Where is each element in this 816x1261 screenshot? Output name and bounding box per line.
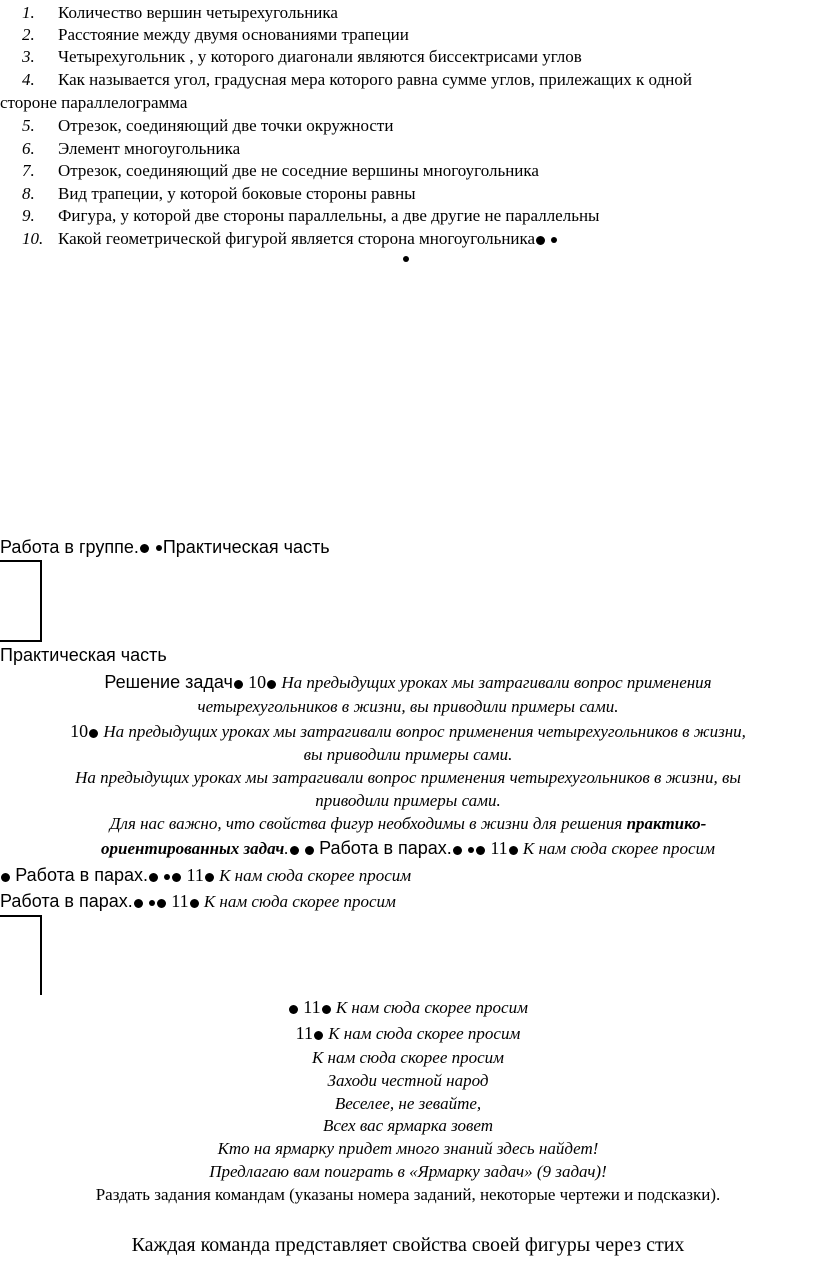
bullet-dot-icon [134,899,143,908]
solve-text: На предыдущих уроках мы затрагивали вопрос применения [281,673,712,692]
poem-line: К нам сюда скорее просим [311,1048,505,1067]
bullet-dot-icon [314,1031,323,1040]
question-text: Отрезок, соединяющий две точки окружности [58,116,394,135]
bullet-dot-icon [190,899,199,908]
bullet-dot-icon [322,1005,331,1014]
poem-line: Веселее, не зевайте, [334,1094,482,1113]
bullet-dot-icon [234,680,243,689]
poem-line: Заходи честной народ [327,1071,489,1090]
question-text: Какой геометрической фигурой является сторона многоугольника [58,229,536,248]
question-text: Вид трапеции, у которой боковые стороны равны [58,184,416,203]
pairs-number: 11 [490,838,508,858]
question-text-continuation: стороне параллелограмма [0,93,188,112]
pairs-label: Работа в парах. [0,891,133,911]
question-text: Элемент многоугольника [58,139,241,158]
poem-line: Всех вас ярмарка зовет [323,1116,493,1135]
pairs-label: Работа в парах. [15,865,148,885]
repeat2-text: На предыдущих уроках мы затрагивали вопрос применения четырехугольников в жизни, вы [75,768,741,787]
solve-number: 10 [248,672,267,692]
frame-bracket [0,915,42,995]
repeat1-text-line2: вы приводили примеры сами. [303,745,513,764]
question-number: 1. [22,3,35,22]
question-text: Количество вершин четырехугольника [58,3,338,22]
pairs-line-2 [0,865,411,886]
bullet-dot-icon [509,846,518,855]
group-work-line [0,537,330,558]
handout-instruction: Раздать задания командам (указаны номера заданий, некоторые чертежи и подсказки). [95,1185,721,1204]
pairs-number: 11 [295,1023,314,1043]
bullet-dot-icon [468,847,474,853]
bullet-dot-icon [157,899,166,908]
bullet-dot-icon [205,873,214,882]
bullet-dot-icon [164,874,170,880]
question-number: 6. [22,139,35,158]
question-text: Как называется угол, градусная мера которого равна сумме углов, прилежащих к одной [58,70,692,89]
practical-part-label: Практическая часть [162,537,330,557]
question-number: 2. [22,25,35,44]
question-number: 5. [22,116,35,135]
pairs-label: Работа в парах. [319,838,452,858]
bullet-dot-icon [156,545,162,551]
bullet-dot-icon [476,846,485,855]
poem-line: Кто на ярмарку придет много знаний здесь найдет! [217,1139,599,1158]
important-end: . [284,839,289,858]
important-bold: практико- [626,814,707,833]
bullet-dot-icon [290,846,299,855]
pairs-number: 11 [186,865,204,885]
question-number: 10. [22,229,44,248]
repeat2-text-line2: приводили примеры сами. [315,791,501,810]
pairs-number: 11 [303,997,321,1017]
pairs-line-5 [0,1023,816,1044]
bullet-dot-icon [149,873,158,882]
bullet-dot-icon [289,1005,298,1014]
bullet-dot-icon [89,729,98,738]
bullet-dot-icon [536,236,545,245]
bullet-dot-icon [305,846,314,855]
bullet-dot-icon [149,900,155,906]
pairs-text: К нам сюда скорее просим [328,1024,521,1043]
pairs-text: К нам сюда скорее просим [219,866,412,885]
question-number: 4. [22,70,35,89]
important-text: Для нас важно, что свойства фигур необходимы в жизни для решения [109,814,627,833]
bullet-dot-icon [1,873,10,882]
important-line2 [0,838,816,859]
pairs-text: К нам сюда скорее просим [203,892,396,911]
question-number: 3. [22,47,35,66]
question-text: Расстояние между двумя основаниями трапеции [58,25,409,44]
repeat1-number: 10 [70,721,89,741]
question-text: Фигура, у которой две стороны параллельны, а две другие не параллельны [58,206,600,225]
bullet-dot-icon [172,873,181,882]
pairs-text: К нам сюда скорее просим [522,839,715,858]
bullet-dot-icon [267,680,276,689]
frame-bracket [0,560,42,642]
pairs-text: К нам сюда скорее просим [335,998,528,1017]
bullet-dot-icon [551,237,557,243]
important-line [0,814,816,834]
footer-heading: Каждая команда представляет свойства своей фигуры через стих [131,1234,685,1256]
pairs-number: 11 [171,891,189,911]
question-number: 7. [22,161,35,180]
question-number: 8. [22,184,35,203]
important-bold2: ориентированных задач [101,839,285,858]
question-number: 9. [22,206,35,225]
repeat1-text: На предыдущих уроках мы затрагивали вопрос применения четырехугольников в жизни, [103,722,746,741]
repeat1-line [0,721,816,742]
pairs-line-4 [0,997,816,1018]
solve-text-line2: четырехугольников в жизни, вы приводили примеры сами. [197,697,619,716]
question-text: Четырехугольник , у которого диагонали являются биссектрисами углов [58,47,582,66]
bullet-dot-icon [403,256,409,262]
pairs-line-3 [0,891,396,912]
question-row-10 [58,229,558,249]
practical-heading: Практическая часть [0,645,167,665]
poem-line: Предлагаю вам поиграть в «Ярмарку задач» (9 задач)! [209,1162,607,1181]
question-text: Отрезок, соединяющий две не соседние вершины многоугольника [58,161,539,180]
group-work-label: Работа в группе. [0,537,139,557]
solve-label: Решение задач [104,672,233,692]
bullet-dot-icon [140,544,149,553]
solve-line [0,672,816,693]
bullet-dot-icon [453,846,462,855]
